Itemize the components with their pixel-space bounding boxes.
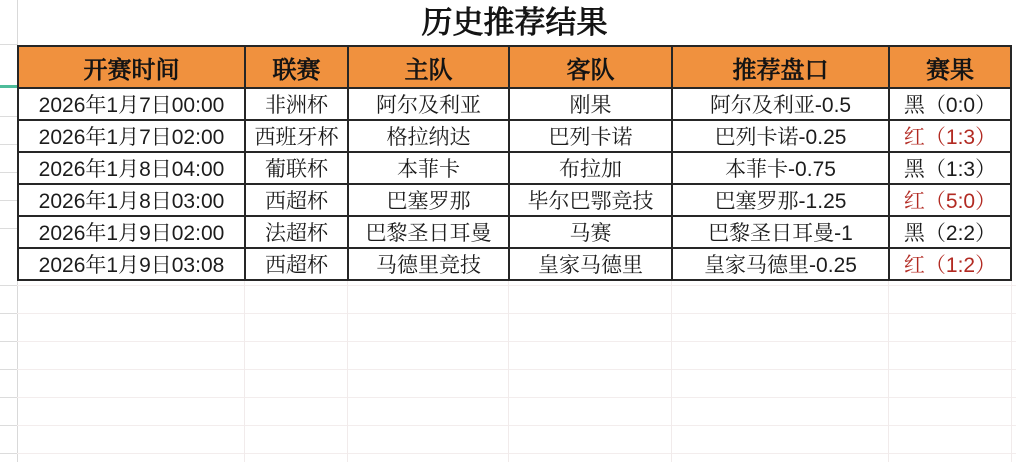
gridline xyxy=(0,44,17,45)
gridline xyxy=(244,258,245,462)
cell-away[interactable]: 皇家马德里 xyxy=(509,248,672,280)
cell-time[interactable]: 2026年1月7日02:00 xyxy=(18,120,245,152)
gridline xyxy=(0,172,17,173)
cell-home[interactable]: 格拉纳达 xyxy=(348,120,509,152)
cell-result[interactable]: 红（1:2） xyxy=(889,248,1011,280)
cell-handicap[interactable]: 巴黎圣日耳曼-1 xyxy=(672,216,889,248)
cell-home[interactable]: 巴黎圣日耳曼 xyxy=(348,216,509,248)
gridline xyxy=(671,258,672,462)
table-row xyxy=(18,248,1011,280)
cell-league[interactable]: 西班牙杯 xyxy=(245,120,348,152)
gridline xyxy=(17,341,1016,342)
cell-time[interactable]: 2026年1月8日04:00 xyxy=(18,152,245,184)
cell-away[interactable]: 毕尔巴鄂竞技 xyxy=(509,184,672,216)
header-cell-away[interactable]: 客队 xyxy=(509,46,672,88)
cell-handicap[interactable]: 巴塞罗那-1.25 xyxy=(672,184,889,216)
cell-home[interactable]: 巴塞罗那 xyxy=(348,184,509,216)
gridline xyxy=(17,285,1016,286)
header-cell-league[interactable]: 联赛 xyxy=(245,46,348,88)
cell-handicap[interactable]: 巴列卡诺-0.25 xyxy=(672,120,889,152)
table-row xyxy=(18,152,1011,184)
gridline xyxy=(347,258,348,462)
gridline xyxy=(17,369,1016,370)
cell-home[interactable]: 马德里竞技 xyxy=(348,248,509,280)
cell-result[interactable]: 黑（2:2） xyxy=(889,216,1011,248)
gridline xyxy=(17,397,1016,398)
gridline xyxy=(0,341,17,342)
cell-result[interactable]: 红（1:3） xyxy=(889,120,1011,152)
cell-league[interactable]: 西超杯 xyxy=(245,248,348,280)
gridline xyxy=(0,369,17,370)
gridline xyxy=(17,313,1016,314)
header-row xyxy=(18,46,1011,88)
cell-time[interactable]: 2026年1月8日03:00 xyxy=(18,184,245,216)
gridline xyxy=(0,200,17,201)
table-row xyxy=(18,184,1011,216)
cell-home[interactable]: 本菲卡 xyxy=(348,152,509,184)
cell-away[interactable]: 布拉加 xyxy=(509,152,672,184)
table-row xyxy=(18,120,1011,152)
cell-result[interactable]: 红（5:0） xyxy=(889,184,1011,216)
cell-league[interactable]: 法超杯 xyxy=(245,216,348,248)
gridline xyxy=(0,425,17,426)
results-table xyxy=(17,45,1012,281)
gridline xyxy=(17,425,1016,426)
cell-away[interactable]: 巴列卡诺 xyxy=(509,120,672,152)
table-row xyxy=(18,88,1011,120)
cell-result[interactable]: 黑（0:0） xyxy=(889,88,1011,120)
cell-time[interactable]: 2026年1月7日00:00 xyxy=(18,88,245,120)
cell-result[interactable]: 黑（1:3） xyxy=(889,152,1011,184)
cell-time[interactable]: 2026年1月9日03:08 xyxy=(18,248,245,280)
cell-time[interactable]: 2026年1月9日02:00 xyxy=(18,216,245,248)
gridline xyxy=(0,116,17,117)
cell-league[interactable]: 非洲杯 xyxy=(245,88,348,120)
gridline xyxy=(0,144,17,145)
cell-handicap[interactable]: 本菲卡-0.75 xyxy=(672,152,889,184)
gridline xyxy=(0,285,17,286)
gridline xyxy=(17,453,1016,454)
cell-handicap[interactable]: 皇家马德里-0.25 xyxy=(672,248,889,280)
header-cell-result[interactable]: 赛果 xyxy=(889,46,1011,88)
header-cell-time[interactable]: 开赛时间 xyxy=(18,46,245,88)
cell-away[interactable]: 刚果 xyxy=(509,88,672,120)
gridline xyxy=(0,313,17,314)
cell-league[interactable]: 西超杯 xyxy=(245,184,348,216)
cell-handicap[interactable]: 阿尔及利亚-0.5 xyxy=(672,88,889,120)
cell-away[interactable]: 马赛 xyxy=(509,216,672,248)
gridline xyxy=(0,453,17,454)
header-cell-home[interactable]: 主队 xyxy=(348,46,509,88)
frozen-pane-indicator xyxy=(0,85,18,88)
cell-home[interactable]: 阿尔及利亚 xyxy=(348,88,509,120)
gridline xyxy=(0,397,17,398)
cell-league[interactable]: 葡联杯 xyxy=(245,152,348,184)
page-title: 历史推荐结果 xyxy=(421,5,608,40)
header-cell-handicap[interactable]: 推荐盘口 xyxy=(672,46,889,88)
table-row xyxy=(18,216,1011,248)
gridline xyxy=(508,258,509,462)
gridline xyxy=(888,258,889,462)
gridline xyxy=(1011,258,1012,462)
gridline xyxy=(0,228,17,229)
